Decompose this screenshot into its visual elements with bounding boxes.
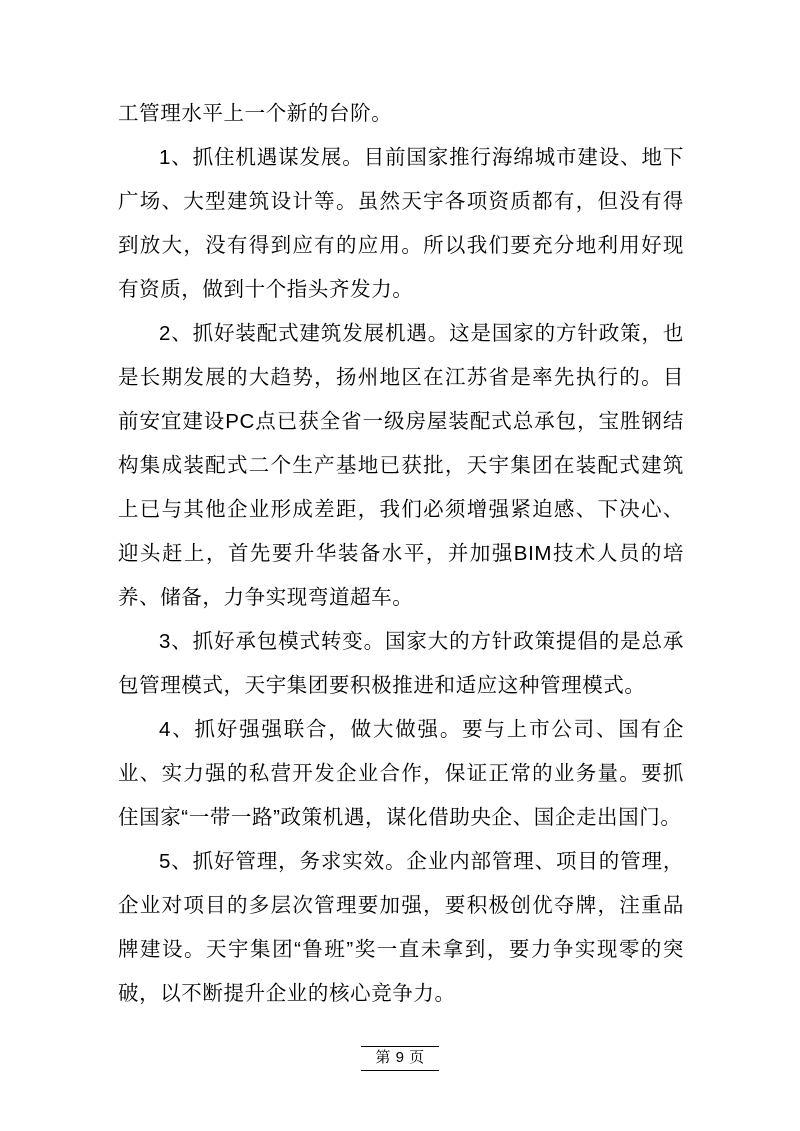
document-body xyxy=(118,92,684,1016)
paragraph-item-2: 2、抓好装配式建筑发展机遇。这是国家的方针政策，也是长期发展的大趋势，扬州地区在江苏省是率先执行的。目前安宜建设PC点已获全省一级房屋装配式总承包，宝胜钢结构集成装配式二个生产基地已获批，天宇集团在装配式建筑上已与其他企业形成差距，我们必须增强紧迫感、下决心、迎头赶上，首先要升华装备水平，并加强BIM技术人员的培养、储备，力争实现弯道超车。 xyxy=(118,322,684,609)
page-footer xyxy=(0,1046,800,1071)
paragraph-item-4: 4、抓好强强联合，做大做强。要与上市公司、国有企业、实力强的私营开发企业合作，保证正常的业务量。要抓住国家“一带一路”政策机遇，谋化借助央企、国企走出国门。 xyxy=(118,718,684,829)
paragraph-item-1: 1、抓住机遇谋发展。目前国家推行海绵城市建设、地下广场、大型建筑设计等。虽然天宇各项资质都有，但没有得到放大，没有得到应有的应用。所以我们要充分地利用好现有资质，做到十个指头齐发力。 xyxy=(118,146,684,301)
page-number: 第 9 页 xyxy=(361,1046,438,1071)
paragraph-continuation: 工管理水平上一个新的台阶。 xyxy=(118,102,393,125)
paragraph-item-5: 5、抓好管理，务求实效。企业内部管理、项目的管理，企业对项目的多层次管理要加强，要积极创优夺牌，注重品牌建设。天宇集团“鲁班”奖一直未拿到，要力争实现零的突破，以不断提升企业的核心竞争力。 xyxy=(118,850,684,1005)
paragraph-item-3: 3、抓好承包模式转变。国家大的方针政策提倡的是总承包管理模式，天宇集团要积极推进和适应这种管理模式。 xyxy=(118,630,684,697)
